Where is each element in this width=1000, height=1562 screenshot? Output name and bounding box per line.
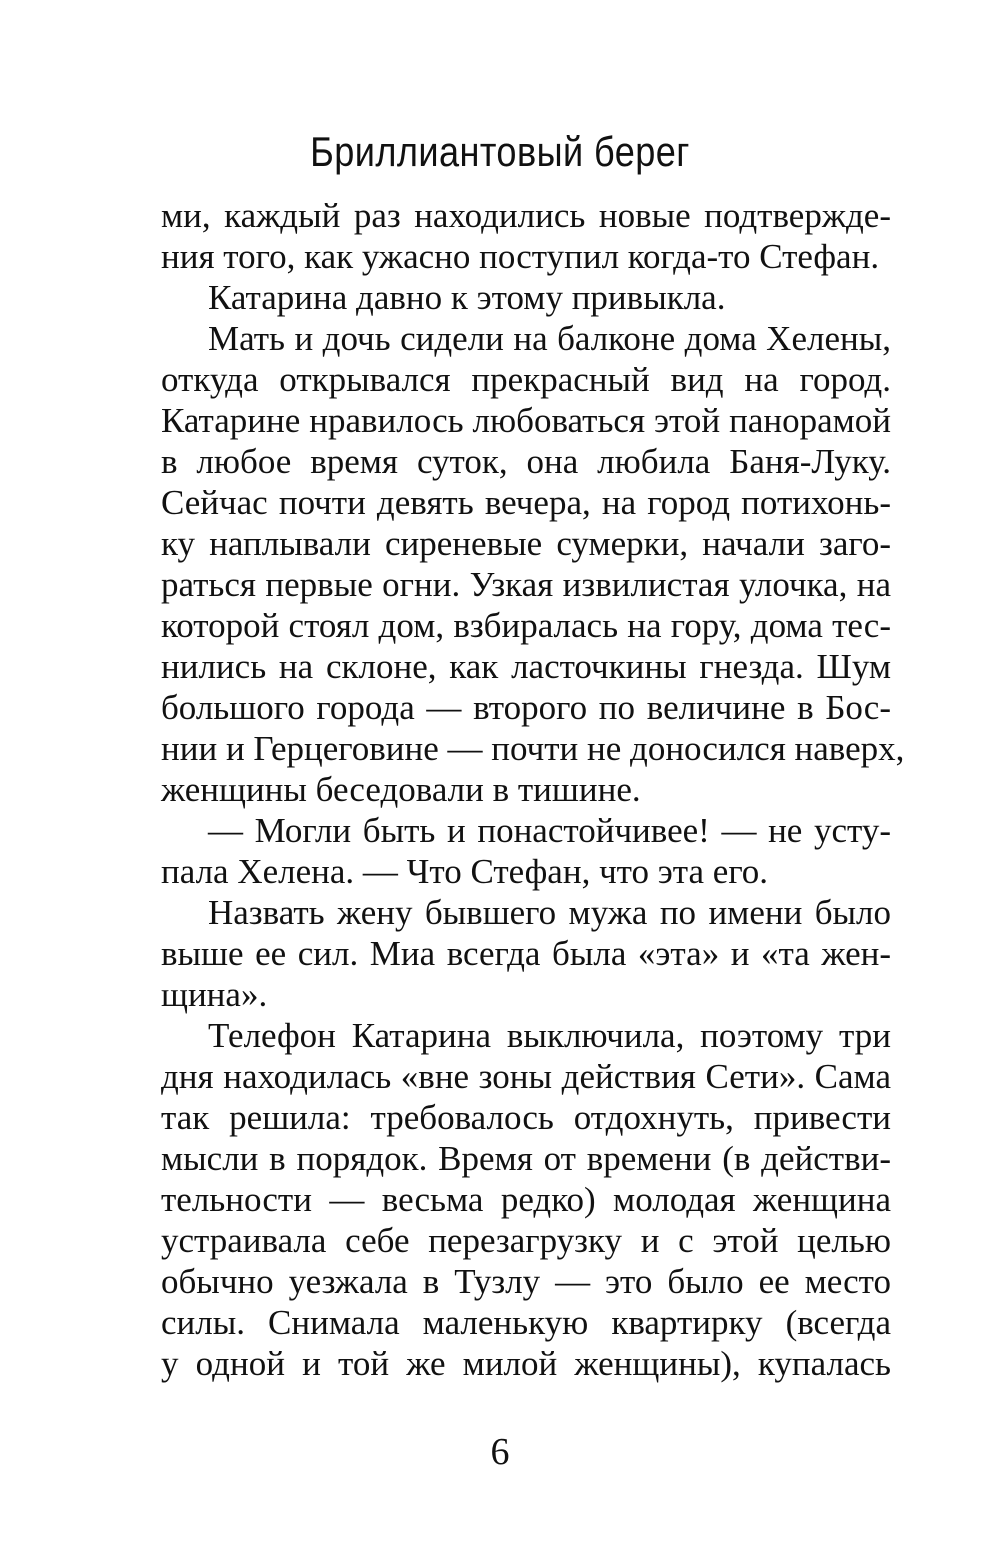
text-line: нии и Герцеговине — почти не доносился наверх,	[161, 729, 905, 768]
text-line: Катарина давно к этому привыкла.	[208, 278, 726, 317]
text-line: ку наплывали сиреневые сумерки, начали заго-	[161, 524, 891, 563]
text-line: Назвать жену бывшего мужа по имени было	[208, 893, 891, 932]
text-line: пала Хелена. — Что Стефан, что эта его.	[161, 852, 769, 891]
text-line: у одной и той же милой женщины), купалась	[161, 1344, 891, 1383]
text-line: Мать и дочь сидели на балконе дома Хелены,	[208, 319, 891, 358]
text-line: Катарине нравилось любоваться этой панорамой	[161, 401, 891, 440]
text-line: раться первые огни. Узкая извилистая улочка, на	[161, 565, 891, 604]
text-line: ми, каждый раз находились новые подтвержде-	[161, 196, 891, 235]
text-line: которой стоял дом, взбиралась на гору, дома тес-	[161, 606, 891, 645]
text-line: так решила: требовалось отдохнуть, привести	[161, 1098, 891, 1137]
body-text	[161, 195, 905, 1384]
text-line: в любое время суток, она любила Баня-Луку.	[161, 442, 891, 481]
text-line: Телефон Катарина выключила, поэтому три	[208, 1016, 891, 1055]
text-line: откуда открывался прекрасный вид на город.	[161, 360, 891, 399]
text-line: обычно уезжала в Тузлу — это было ее место	[161, 1262, 891, 1301]
text-line: — Могли быть и понастойчивее! — не усту-	[208, 811, 891, 850]
text-line: Сейчас почти девять вечера, на город потихонь-	[161, 483, 891, 522]
text-line: силы. Снимала маленькую квартирку (всегда	[161, 1303, 891, 1342]
text-line: нились на склоне, как ласточкины гнезда. Шум	[161, 647, 891, 686]
text-line: мысли в порядок. Время от времени (в действи-	[161, 1139, 891, 1178]
text-line: щина».	[161, 975, 268, 1014]
text-line: устраивала себе перезагрузку и с этой целью	[161, 1221, 891, 1260]
page-number: 6	[490, 1431, 510, 1473]
text-line: большого города — второго по величине в Бос-	[161, 688, 891, 727]
text-line: женщины беседовали в тишине.	[161, 770, 641, 809]
text-line: ния того, как ужасно поступил когда-то Стефан.	[161, 237, 880, 276]
text-line: выше ее сил. Миа всегда была «эта» и «та жен-	[161, 934, 891, 973]
text-line: тельности — весьма редко) молодая женщина	[161, 1180, 891, 1219]
text-line: дня находилась «вне зоны действия Сети». Сама	[161, 1057, 891, 1096]
running-head-title: Бриллиантовый берег	[310, 128, 690, 175]
